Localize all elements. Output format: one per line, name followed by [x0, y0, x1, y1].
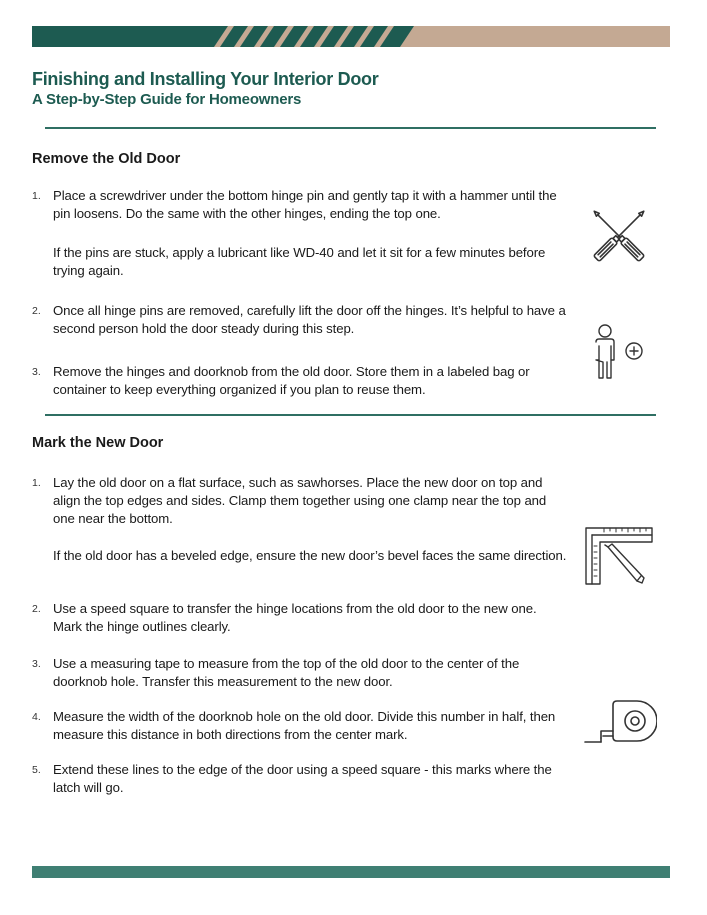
step-number: 1.: [32, 477, 41, 489]
section-title-remove-old-door: Remove the Old Door: [32, 151, 181, 167]
step-text: Lay the old door on a flat surface, such as sawhorses. Place the new door on top and align the top edges and sides. Clamp them together using one clamp near the top and one near the bottom.: [53, 475, 547, 526]
speed-square-pencil-icon: [584, 526, 654, 586]
step-number: 3.: [32, 366, 41, 378]
step-number: 2.: [32, 305, 41, 317]
step-number: 2.: [32, 603, 41, 615]
step-text: Extend these lines to the edge of the door using a speed square - this marks where the latch will go.: [53, 762, 552, 795]
header-decorative-bar: [32, 26, 670, 47]
step-text: Measure the width of the doorknob hole on the old door. Divide this number in half, then measure this distance in both directions from the center mark.: [53, 709, 556, 742]
measuring-tape-icon: [583, 698, 657, 748]
step-text: Place a screwdriver under the bottom hinge pin and gently tap it with a hammer until the pin loosens. Do the same with the other hinges, ending the top one.: [53, 188, 557, 221]
step-number: 4.: [32, 711, 41, 723]
section-divider: [45, 127, 656, 129]
step-number: 1.: [32, 190, 41, 202]
step-number: 5.: [32, 764, 41, 776]
step-text: Use a measuring tape to measure from the top of the old door to the center of the doorknob hole. Transfer this measurement to the new door.: [53, 656, 520, 689]
section-divider: [45, 414, 656, 416]
step-text: Remove the hinges and doorknob from the old door. Store them in a labeled bag or container to keep everything organized if you plan to reuse them.: [53, 364, 530, 397]
section-title-mark-new-door: Mark the New Door: [32, 435, 164, 451]
step-note: If the pins are stuck, apply a lubricant like WD-40 and let it sit for a few minutes before trying again.: [53, 245, 546, 278]
add-person-icon: [590, 322, 648, 382]
step-text: Use a speed square to transfer the hinge locations from the old door to the new one. Mark the hinge outlines clearly.: [53, 601, 537, 634]
step-note: If the old door has a beveled edge, ensure the new door’s bevel faces the same direction.: [53, 548, 567, 563]
page-title: Finishing and Installing Your Interior Door: [32, 69, 379, 89]
page-subtitle: A Step-by-Step Guide for Homeowners: [32, 91, 302, 108]
step-text: Once all hinge pins are removed, carefully lift the door off the hinges. It’s helpful to have a second person hold the door steady during this step.: [53, 303, 566, 336]
crossed-screwdrivers-icon: [582, 200, 656, 272]
step-number: 3.: [32, 658, 41, 670]
footer-decorative-bar: [32, 866, 670, 878]
